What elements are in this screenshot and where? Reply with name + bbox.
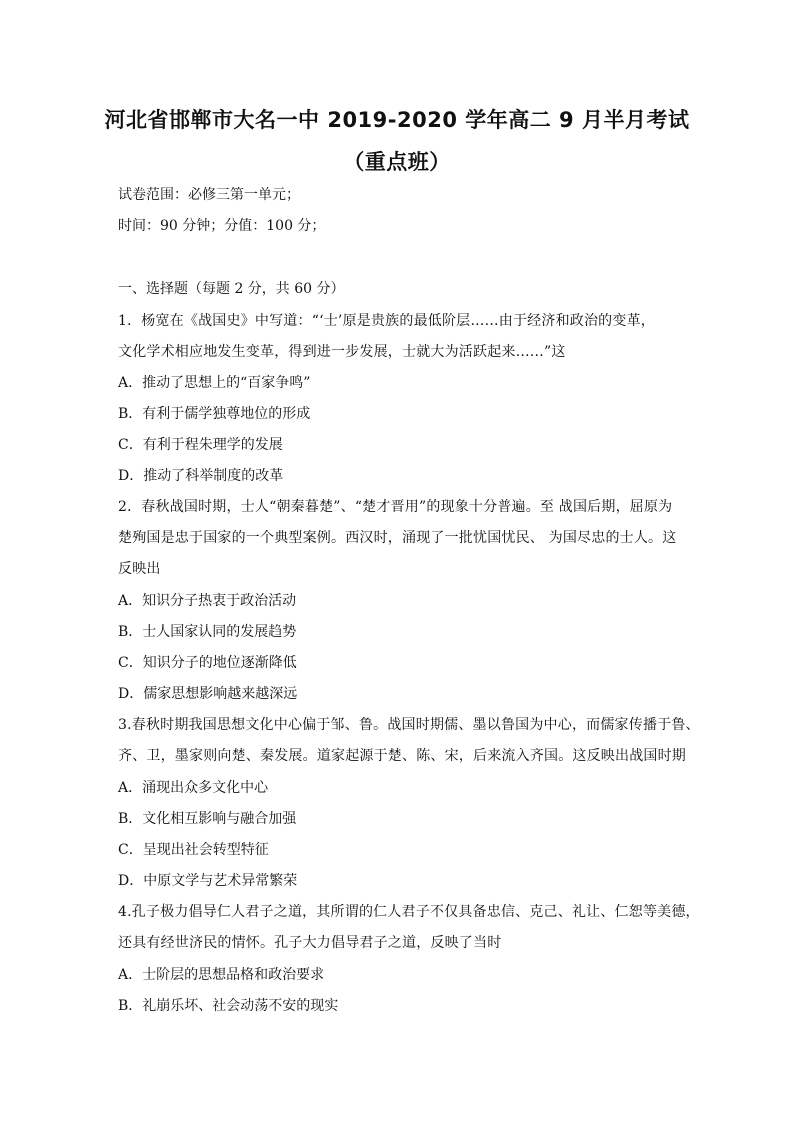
question-1-stem-line-1: 1．杨宽在《战国史》中写道：“‘士’原是贵族的最低阶层……由于经济和政治的变革， xyxy=(118,313,655,329)
question-2-option-b: B．士人国家认同的发展趋势 xyxy=(118,624,297,640)
question-4-stem-line-2: 还具有经世济民的情怀。孔子大力倡导君子之道，反映了当时 xyxy=(118,935,502,951)
question-1-option-a: A．推动了思想上的“百家争鸣” xyxy=(118,375,311,391)
exam-scope: 试卷范围：必修三第一单元； xyxy=(118,187,300,203)
question-3-stem-line-1: 3.春秋时期我国思想文化中心偏于邹、鲁。战国时期儒、墨以鲁国为中心，而儒家传播于鲁、 xyxy=(118,717,700,733)
question-4-option-b: B．礼崩乐坏、社会动荡不安的现实 xyxy=(118,998,339,1014)
exam-title: 河北省邯郸市大名一中 2019-2020 学年高二 9 月半月考试 xyxy=(104,108,690,132)
question-2-option-a: A．知识分子热衷于政治活动 xyxy=(118,593,297,609)
question-2-stem-line-1: 2．春秋战国时期，士人“朝秦暮楚”、“楚才晋用”的现象十分普遍。至 战国后期，屈原为 xyxy=(118,499,673,515)
question-2-option-c: C．知识分子的地位逐渐降低 xyxy=(118,655,297,671)
question-4-stem-line-1: 4.孔子极力倡导仁人君子之道，其所谓的仁人君子不仅具备忠信、克己、礼让、仁恕等美德， xyxy=(118,904,700,920)
question-4-option-a: A．士阶层的思想品格和政治要求 xyxy=(118,967,325,983)
question-1-option-d: D．推动了科举制度的改革 xyxy=(118,468,284,484)
exam-time-score: 时间：90 分钟；分值：100 分； xyxy=(118,218,326,234)
question-1-option-c: C．有利于程朱理学的发展 xyxy=(118,437,283,453)
question-2-option-d: D．儒家思想影响越来越深远 xyxy=(118,686,298,702)
question-1-stem-line-2: 文化学术相应地发生变革，得到进一步发展，士就大为活跃起来……”这 xyxy=(118,344,566,360)
question-3-option-a: A．涌现出众多文化中心 xyxy=(118,780,269,796)
question-2-stem-line-3: 反映出 xyxy=(118,561,161,577)
section-heading: 一、选择题（每题 2 分，共 60 分） xyxy=(118,281,345,297)
question-3-option-d: D．中原文学与艺术异常繁荣 xyxy=(118,873,298,889)
question-3-option-c: C．呈现出社会转型特征 xyxy=(118,842,269,858)
exam-subtitle: （重点班） xyxy=(343,150,451,174)
question-1-option-b: B．有利于儒学独尊地位的形成 xyxy=(118,406,311,422)
question-3-stem-line-2: 齐、卫，墨家则向楚、秦发展。道家起源于楚、陈、宋，后来流入齐国。这反映出战国时期 xyxy=(118,748,686,764)
question-2-stem-line-2: 楚殉国是忠于国家的一个典型案例。西汉时，涌现了一批忧国忧民、 为国尽忠的士人。这 xyxy=(118,530,677,546)
question-3-option-b: B．文化相互影响与融合加强 xyxy=(118,811,297,827)
